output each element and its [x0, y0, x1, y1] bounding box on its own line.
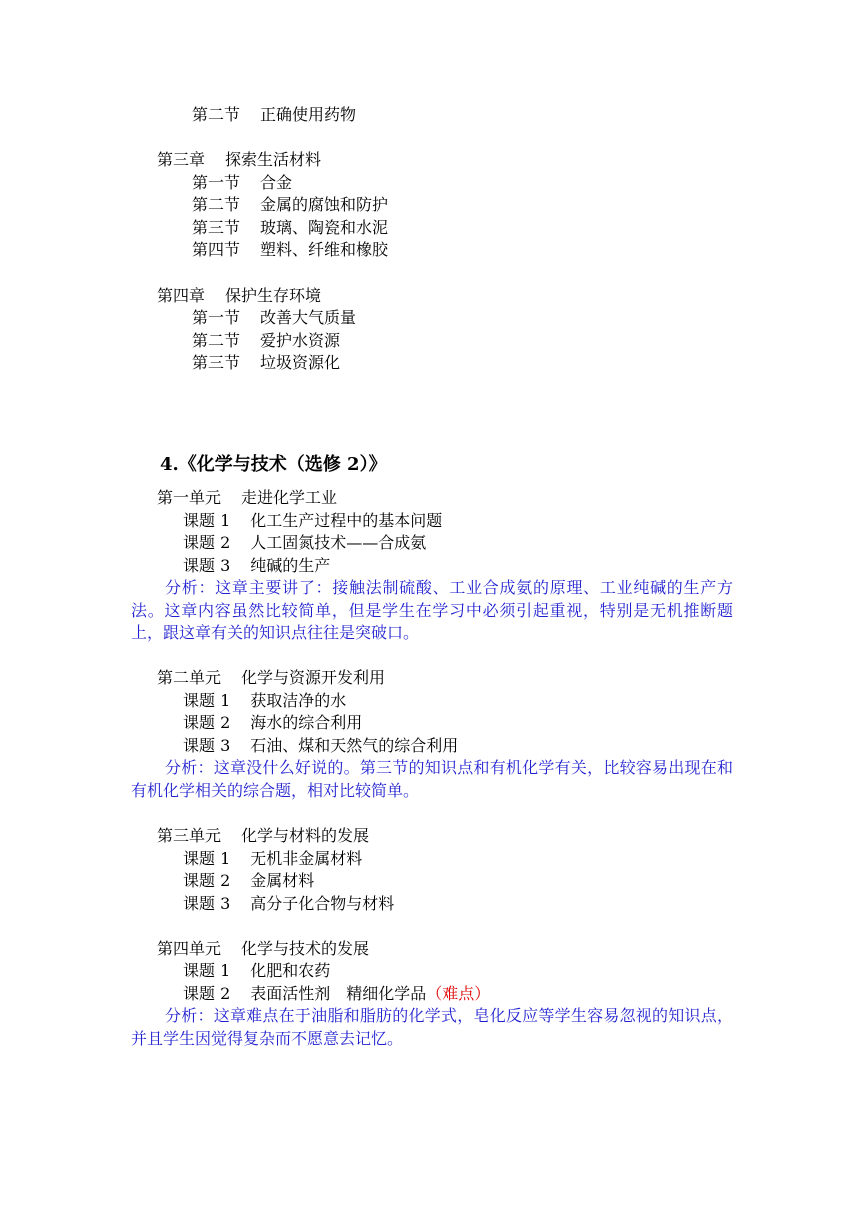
part-heading: 4.《化学与技术（选修 2）》 [160, 454, 387, 475]
topic-line: 课题 1 化工生产过程中的基本问题 [183, 511, 443, 530]
chapter-heading: 第三章 探索生活材料 [157, 150, 322, 169]
difficulty-note: （难点） [426, 984, 491, 1003]
section-line: 第二节 正确使用药物 [192, 105, 357, 124]
section-line: 第三节 玻璃、陶瓷和水泥 [192, 218, 389, 237]
topic-line: 课题 1 无机非金属材料 [183, 849, 363, 868]
unit-heading: 第二单元 化学与资源开发利用 [157, 668, 386, 687]
topic-line: 课题 1 获取洁净的水 [183, 691, 347, 710]
topic-line: 课题 3 石油、煤和天然气的综合利用 [183, 736, 459, 755]
topic-line: 课题 2 金属材料 [183, 871, 315, 890]
topic-line: 课题 3 纯碱的生产 [183, 556, 331, 575]
section-line: 第二节 金属的腐蚀和防护 [192, 195, 389, 214]
section-line: 第四节 塑料、纤维和橡胶 [192, 240, 389, 259]
unit-heading: 第一单元 走进化学工业 [157, 488, 338, 507]
topic-line: 课题 2 表面活性剂 精细化学品（难点） [183, 984, 491, 1003]
unit-heading: 第三单元 化学与材料的发展 [157, 826, 370, 845]
analysis-paragraph: 分析：这章没什么好说的。第三节的知识点和有机化学有关，比较容易出现在和有机化学相关的综合题，相对比较简单。 [131, 758, 733, 800]
section-line: 第三节 垃圾资源化 [192, 353, 341, 372]
topic-line: 课题 1 化肥和农药 [183, 961, 331, 980]
analysis-paragraph: 分析：这章难点在于油脂和脂肪的化学式，皂化反应等学生容易忽视的知识点，并且学生因觉得复杂而不愿意去记忆。 [131, 1006, 733, 1048]
topic-line: 课题 3 高分子化合物与材料 [183, 894, 395, 913]
topic-line: 课题 2 人工固氮技术——合成氨 [183, 533, 427, 552]
section-line: 第一节 改善大气质量 [192, 308, 357, 327]
unit-heading: 第四单元 化学与技术的发展 [157, 939, 370, 958]
analysis-paragraph: 分析：这章主要讲了：接触法制硫酸、工业合成氨的原理、工业纯碱的生产方法。这章内容虽然比较简单，但是学生在学习中必须引起重视，特别是无机推断题上，跟这章有关的知识点往往是突破口。 [131, 578, 733, 642]
section-line: 第二节 爱护水资源 [192, 331, 341, 350]
chapter-heading: 第四章 保护生存环境 [157, 286, 322, 305]
section-line: 第一节 合金 [192, 173, 293, 192]
topic-line: 课题 2 海水的综合利用 [183, 713, 363, 732]
